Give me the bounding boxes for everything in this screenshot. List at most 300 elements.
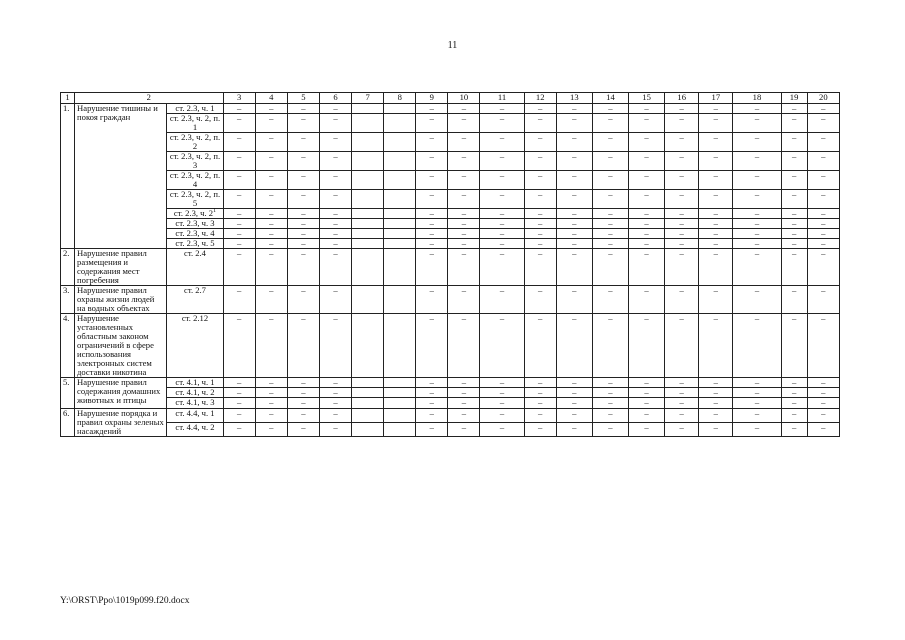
dash-cell: –: [592, 239, 628, 249]
dash-cell: –: [781, 398, 807, 408]
empty-cell: [384, 209, 416, 219]
dash-cell: –: [524, 408, 556, 422]
violation-name: Нарушение правил размещения и содержания мест погребения: [75, 249, 167, 286]
dash-cell: –: [733, 114, 781, 133]
group-number: 1.: [61, 104, 75, 249]
dash-cell: –: [699, 314, 733, 378]
header-cell: 15: [629, 93, 665, 104]
article-reference: [167, 133, 223, 152]
dash-cell: –: [416, 219, 448, 229]
dash-cell: –: [665, 114, 699, 133]
article-reference: [167, 314, 223, 378]
table-row: [61, 398, 840, 408]
dash-cell: –: [629, 398, 665, 408]
article-text: ст. 2.3, ч. 4: [175, 228, 215, 239]
dash-cell: –: [733, 133, 781, 152]
article-reference: [167, 388, 223, 398]
dash-cell: –: [319, 114, 351, 133]
empty-cell: [384, 114, 416, 133]
dash-cell: –: [807, 190, 839, 209]
header-cell: 7: [352, 93, 384, 104]
dash-cell: –: [592, 104, 628, 114]
dash-cell: –: [592, 219, 628, 229]
dash-cell: –: [524, 239, 556, 249]
dash-cell: –: [807, 219, 839, 229]
dash-cell: –: [556, 398, 592, 408]
dash-cell: –: [416, 104, 448, 114]
empty-cell: [352, 422, 384, 436]
dash-cell: –: [807, 408, 839, 422]
dash-cell: –: [781, 190, 807, 209]
violation-name: Нарушение тишины и покоя граждан: [75, 104, 167, 249]
article-text: ст. 2.3, ч. 2, п. 2: [169, 132, 221, 152]
empty-cell: [352, 388, 384, 398]
dash-cell: –: [781, 408, 807, 422]
dash-cell: –: [416, 422, 448, 436]
dash-cell: –: [255, 190, 287, 209]
dash-cell: –: [556, 229, 592, 239]
dash-cell: –: [480, 190, 524, 209]
dash-cell: –: [781, 114, 807, 133]
article-superscript: 1: [213, 208, 217, 215]
group-number: 3.: [61, 286, 75, 314]
dash-cell: –: [524, 314, 556, 378]
header-cell: 1: [61, 93, 75, 104]
table-row: [61, 314, 840, 378]
dash-cell: –: [480, 219, 524, 229]
dash-cell: –: [448, 190, 480, 209]
header-cell: 19: [781, 93, 807, 104]
empty-cell: [352, 190, 384, 209]
group-number: 4.: [61, 314, 75, 378]
dash-cell: –: [807, 229, 839, 239]
header-row: [61, 93, 840, 104]
dash-cell: –: [416, 388, 448, 398]
dash-cell: –: [629, 378, 665, 388]
dash-cell: –: [781, 422, 807, 436]
empty-cell: [352, 249, 384, 286]
dash-cell: –: [287, 104, 319, 114]
article-reference: [167, 219, 223, 229]
dash-cell: –: [665, 422, 699, 436]
dash-cell: –: [629, 314, 665, 378]
dash-cell: –: [319, 388, 351, 398]
article-reference: [167, 114, 223, 133]
dash-cell: –: [699, 219, 733, 229]
dash-cell: –: [556, 422, 592, 436]
dash-cell: –: [480, 408, 524, 422]
dash-cell: –: [480, 388, 524, 398]
dash-cell: –: [416, 378, 448, 388]
empty-cell: [384, 239, 416, 249]
dash-cell: –: [416, 249, 448, 286]
dash-cell: –: [665, 171, 699, 190]
dash-cell: –: [416, 171, 448, 190]
article-text: ст. 4.1, ч. 1: [175, 377, 215, 388]
article-text: ст. 2.3, ч. 2, п. 5: [169, 189, 221, 209]
dash-cell: –: [592, 314, 628, 378]
dash-cell: –: [733, 388, 781, 398]
dash-cell: –: [480, 133, 524, 152]
dash-cell: –: [733, 314, 781, 378]
dash-cell: –: [592, 249, 628, 286]
dash-cell: –: [629, 190, 665, 209]
dash-cell: –: [781, 219, 807, 229]
dash-cell: –: [629, 209, 665, 219]
table-row: [61, 408, 840, 422]
page-number: 11: [447, 40, 458, 51]
dash-cell: –: [287, 133, 319, 152]
article-reference: [167, 239, 223, 249]
article-text: ст. 2.3, ч. 2: [173, 208, 214, 219]
header-cell: 16: [665, 93, 699, 104]
dash-cell: –: [629, 229, 665, 239]
table-row: [61, 171, 840, 190]
empty-cell: [352, 239, 384, 249]
dash-cell: –: [592, 171, 628, 190]
table-row: [61, 249, 840, 286]
dash-cell: –: [448, 378, 480, 388]
dash-cell: –: [699, 249, 733, 286]
dash-cell: –: [287, 398, 319, 408]
dash-cell: –: [255, 408, 287, 422]
empty-cell: [352, 314, 384, 378]
dash-cell: –: [665, 190, 699, 209]
dash-cell: –: [287, 190, 319, 209]
dash-cell: –: [733, 286, 781, 314]
dash-cell: –: [255, 171, 287, 190]
dash-cell: –: [781, 314, 807, 378]
table-row: [61, 104, 840, 114]
article-text: ст. 2.3, ч. 1: [175, 103, 215, 113]
dash-cell: –: [416, 152, 448, 171]
violation-name: Нарушение установленных областным законом ограничений в сфере использования электронных систем доставки никотина: [75, 314, 167, 378]
article-text: ст. 2.4: [184, 248, 206, 259]
dash-cell: –: [807, 133, 839, 152]
dash-cell: –: [448, 219, 480, 229]
dash-cell: –: [592, 152, 628, 171]
dash-cell: –: [592, 229, 628, 239]
header-cell: 11: [480, 93, 524, 104]
empty-cell: [352, 104, 384, 114]
empty-cell: [384, 104, 416, 114]
dash-cell: –: [480, 314, 524, 378]
dash-cell: –: [319, 219, 351, 229]
dash-cell: –: [629, 104, 665, 114]
violation-name: Нарушение правил охраны жизни людей на водных объектах: [75, 286, 167, 314]
dash-cell: –: [524, 286, 556, 314]
dash-cell: –: [592, 114, 628, 133]
dash-cell: –: [416, 286, 448, 314]
table-row: [61, 219, 840, 229]
empty-cell: [384, 190, 416, 209]
dash-cell: –: [592, 398, 628, 408]
article-text: ст. 2.3, ч. 2, п. 1: [169, 113, 221, 133]
dash-cell: –: [733, 171, 781, 190]
empty-cell: [352, 378, 384, 388]
dash-cell: –: [592, 378, 628, 388]
dash-cell: –: [287, 171, 319, 190]
dash-cell: –: [699, 229, 733, 239]
dash-cell: –: [592, 408, 628, 422]
dash-cell: –: [223, 378, 255, 388]
dash-cell: –: [781, 286, 807, 314]
empty-cell: [384, 286, 416, 314]
empty-cell: [384, 152, 416, 171]
dash-cell: –: [287, 378, 319, 388]
article-text: ст. 4.1, ч. 3: [175, 397, 215, 408]
dash-cell: –: [524, 388, 556, 398]
dash-cell: –: [223, 408, 255, 422]
group-number: 2.: [61, 249, 75, 286]
article-reference: [167, 286, 223, 314]
header-cell: 12: [524, 93, 556, 104]
dash-cell: –: [556, 133, 592, 152]
dash-cell: –: [255, 133, 287, 152]
dash-cell: –: [448, 286, 480, 314]
dash-cell: –: [319, 229, 351, 239]
dash-cell: –: [665, 378, 699, 388]
dash-cell: –: [287, 114, 319, 133]
dash-cell: –: [416, 190, 448, 209]
article-reference: [167, 104, 223, 114]
dash-cell: –: [524, 104, 556, 114]
dash-cell: –: [592, 388, 628, 398]
dash-cell: –: [556, 408, 592, 422]
dash-cell: –: [781, 378, 807, 388]
article-text: ст. 4.1, ч. 2: [175, 387, 215, 398]
header-cell: 10: [448, 93, 480, 104]
dash-cell: –: [592, 286, 628, 314]
dash-cell: –: [781, 249, 807, 286]
dash-cell: –: [448, 314, 480, 378]
group-number: 6.: [61, 408, 75, 436]
dash-cell: –: [223, 152, 255, 171]
dash-cell: –: [699, 388, 733, 398]
dash-cell: –: [807, 239, 839, 249]
group-number: 5.: [61, 378, 75, 408]
dash-cell: –: [629, 133, 665, 152]
dash-cell: –: [699, 104, 733, 114]
dash-cell: –: [319, 209, 351, 219]
dash-cell: –: [699, 422, 733, 436]
dash-cell: –: [416, 229, 448, 239]
dash-cell: –: [556, 239, 592, 249]
dash-cell: –: [524, 378, 556, 388]
dash-cell: –: [480, 422, 524, 436]
empty-cell: [352, 219, 384, 229]
header-cell: 5: [287, 93, 319, 104]
dash-cell: –: [480, 239, 524, 249]
dash-cell: –: [629, 388, 665, 398]
header-cell: 18: [733, 93, 781, 104]
dash-cell: –: [733, 422, 781, 436]
empty-cell: [384, 378, 416, 388]
dash-cell: –: [556, 152, 592, 171]
dash-cell: –: [665, 219, 699, 229]
dash-cell: –: [319, 152, 351, 171]
dash-cell: –: [287, 219, 319, 229]
dash-cell: –: [629, 114, 665, 133]
dash-cell: –: [629, 408, 665, 422]
dash-cell: –: [287, 314, 319, 378]
article-reference: [167, 209, 223, 219]
article-reference: [167, 171, 223, 190]
dash-cell: –: [665, 133, 699, 152]
dash-cell: –: [556, 209, 592, 219]
dash-cell: –: [524, 171, 556, 190]
dash-cell: –: [255, 239, 287, 249]
dash-cell: –: [223, 388, 255, 398]
article-text: ст. 2.3, ч. 3: [175, 218, 215, 229]
dash-cell: –: [319, 190, 351, 209]
dash-cell: –: [223, 219, 255, 229]
article-text: ст. 2.3, ч. 2, п. 3: [169, 151, 221, 171]
dash-cell: –: [448, 388, 480, 398]
dash-cell: –: [319, 314, 351, 378]
dash-cell: –: [524, 422, 556, 436]
empty-cell: [384, 408, 416, 422]
dash-cell: –: [319, 422, 351, 436]
dash-cell: –: [665, 286, 699, 314]
dash-cell: –: [665, 209, 699, 219]
dash-cell: –: [665, 388, 699, 398]
dash-cell: –: [556, 314, 592, 378]
dash-cell: –: [807, 152, 839, 171]
dash-cell: –: [629, 286, 665, 314]
dash-cell: –: [781, 209, 807, 219]
dash-cell: –: [319, 133, 351, 152]
dash-cell: –: [733, 104, 781, 114]
dash-cell: –: [524, 229, 556, 239]
dash-cell: –: [480, 114, 524, 133]
dash-cell: –: [223, 171, 255, 190]
dash-cell: –: [733, 190, 781, 209]
footer-file-path: Y:\ORST\Ppo\1019p099.f20.docx: [60, 596, 190, 606]
dash-cell: –: [255, 229, 287, 239]
dash-cell: –: [319, 286, 351, 314]
empty-cell: [352, 171, 384, 190]
violation-name: Нарушение порядка и правил охраны зеленых насаждений: [75, 408, 167, 436]
dash-cell: –: [807, 286, 839, 314]
dash-cell: –: [524, 219, 556, 229]
dash-cell: –: [556, 219, 592, 229]
dash-cell: –: [733, 408, 781, 422]
dash-cell: –: [416, 114, 448, 133]
article-text: ст. 2.12: [181, 313, 209, 324]
dash-cell: –: [524, 114, 556, 133]
dash-cell: –: [448, 171, 480, 190]
dash-cell: –: [556, 378, 592, 388]
dash-cell: –: [287, 239, 319, 249]
empty-cell: [352, 408, 384, 422]
dash-cell: –: [807, 209, 839, 219]
dash-cell: –: [629, 422, 665, 436]
article-reference: [167, 229, 223, 239]
dash-cell: –: [480, 104, 524, 114]
dash-cell: –: [448, 209, 480, 219]
dash-cell: –: [319, 171, 351, 190]
table-row: [61, 388, 840, 398]
dash-cell: –: [255, 314, 287, 378]
dash-cell: –: [807, 388, 839, 398]
dash-cell: –: [781, 133, 807, 152]
dash-cell: –: [524, 190, 556, 209]
dash-cell: –: [665, 314, 699, 378]
dash-cell: –: [255, 114, 287, 133]
dash-cell: –: [255, 152, 287, 171]
article-reference: [167, 422, 223, 436]
dash-cell: –: [480, 286, 524, 314]
article-text: ст. 2.3, ч. 5: [175, 238, 215, 249]
dash-cell: –: [223, 209, 255, 219]
dash-cell: –: [699, 209, 733, 219]
article-reference: [167, 190, 223, 209]
dash-cell: –: [665, 408, 699, 422]
dash-cell: –: [699, 114, 733, 133]
dash-cell: –: [807, 398, 839, 408]
empty-cell: [384, 229, 416, 239]
dash-cell: –: [448, 249, 480, 286]
dash-cell: –: [699, 133, 733, 152]
dash-cell: –: [733, 152, 781, 171]
empty-cell: [352, 398, 384, 408]
dash-cell: –: [255, 398, 287, 408]
dash-cell: –: [629, 219, 665, 229]
dash-cell: –: [665, 152, 699, 171]
dash-cell: –: [592, 422, 628, 436]
dash-cell: –: [287, 249, 319, 286]
empty-cell: [384, 249, 416, 286]
dash-cell: –: [319, 378, 351, 388]
header-cell: 4: [255, 93, 287, 104]
dash-cell: –: [255, 209, 287, 219]
dash-cell: –: [592, 209, 628, 219]
dash-cell: –: [416, 408, 448, 422]
dash-cell: –: [665, 239, 699, 249]
dash-cell: –: [255, 286, 287, 314]
article-text: ст. 4.4, ч. 2: [175, 421, 215, 432]
dash-cell: –: [287, 422, 319, 436]
header-cell: 14: [592, 93, 628, 104]
dash-cell: –: [319, 239, 351, 249]
dash-cell: –: [665, 229, 699, 239]
dash-cell: –: [223, 239, 255, 249]
dash-cell: –: [699, 152, 733, 171]
dash-cell: –: [223, 422, 255, 436]
table-row: [61, 152, 840, 171]
dash-cell: –: [416, 239, 448, 249]
table-row: [61, 378, 840, 388]
dash-cell: –: [699, 408, 733, 422]
empty-cell: [352, 114, 384, 133]
table-row: [61, 133, 840, 152]
dash-cell: –: [592, 133, 628, 152]
dash-cell: –: [416, 314, 448, 378]
dash-cell: –: [733, 219, 781, 229]
dash-cell: –: [255, 378, 287, 388]
header-cell: 8: [384, 93, 416, 104]
dash-cell: –: [287, 286, 319, 314]
dash-cell: –: [699, 398, 733, 408]
dash-cell: –: [223, 286, 255, 314]
article-reference: [167, 249, 223, 286]
dash-cell: –: [556, 104, 592, 114]
empty-cell: [384, 171, 416, 190]
empty-cell: [384, 398, 416, 408]
empty-cell: [352, 286, 384, 314]
empty-cell: [384, 219, 416, 229]
